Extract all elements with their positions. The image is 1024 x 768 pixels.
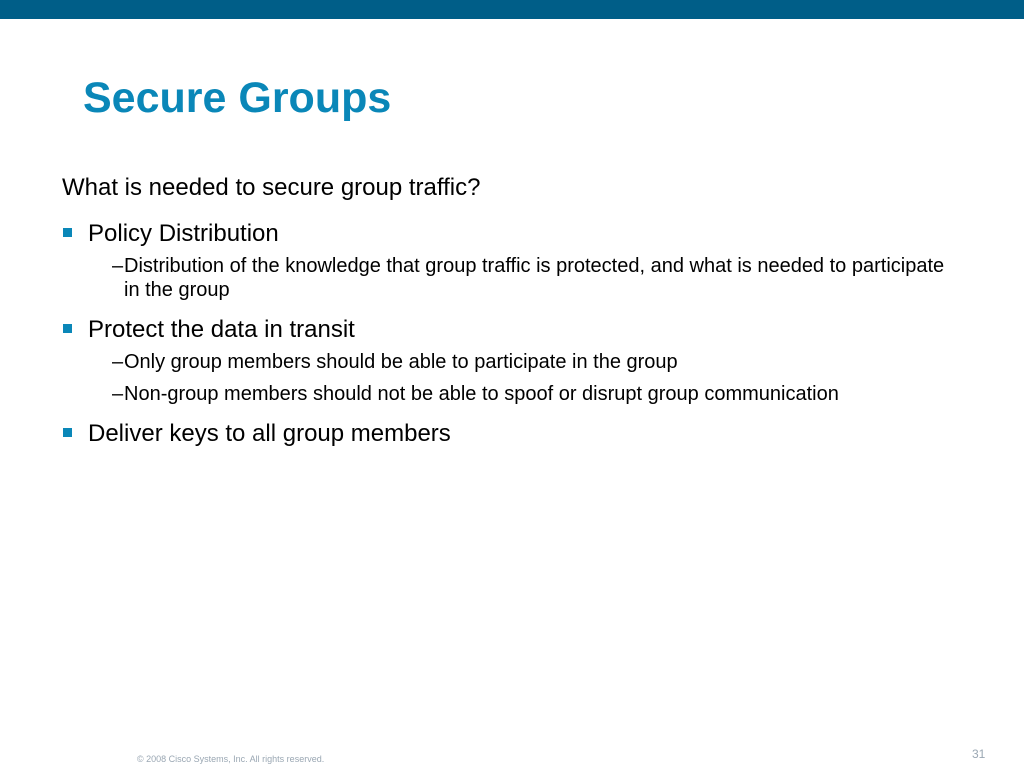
sub-bullet-item [112, 382, 962, 406]
bullet-label: Policy Distribution [88, 220, 279, 247]
bullet-item [62, 314, 962, 346]
bullet-item [62, 218, 962, 250]
sub-bullet-item [112, 350, 962, 374]
top-bar [0, 0, 1024, 19]
square-bullet-icon [63, 428, 72, 437]
dash-marker: – [112, 383, 124, 405]
dash-marker: – [112, 255, 124, 277]
square-bullet-icon [63, 324, 72, 333]
page-number: 31 [972, 747, 986, 761]
sub-bullet-item [112, 254, 962, 302]
slide-title: Secure Groups [83, 74, 392, 122]
square-bullet-icon [63, 228, 72, 237]
intro-text: What is needed to secure group traffic? [62, 174, 481, 201]
bullet-item [62, 418, 962, 450]
bullet-label: Protect the data in transit [88, 316, 355, 343]
sub-bullet-text: Non-group members should not be able to spoof or disrupt group communication [124, 383, 839, 405]
bullet-label: Deliver keys to all group members [88, 420, 451, 447]
copyright-footer: © 2008 Cisco Systems, Inc. All rights reserved. [137, 754, 325, 764]
sub-bullet-text: Distribution of the knowledge that group traffic is protected, and what is needed to participate in the group [124, 255, 945, 301]
sub-bullet-text: Only group members should be able to participate in the group [124, 351, 678, 373]
slide-content [62, 172, 962, 454]
dash-marker: – [112, 351, 124, 373]
